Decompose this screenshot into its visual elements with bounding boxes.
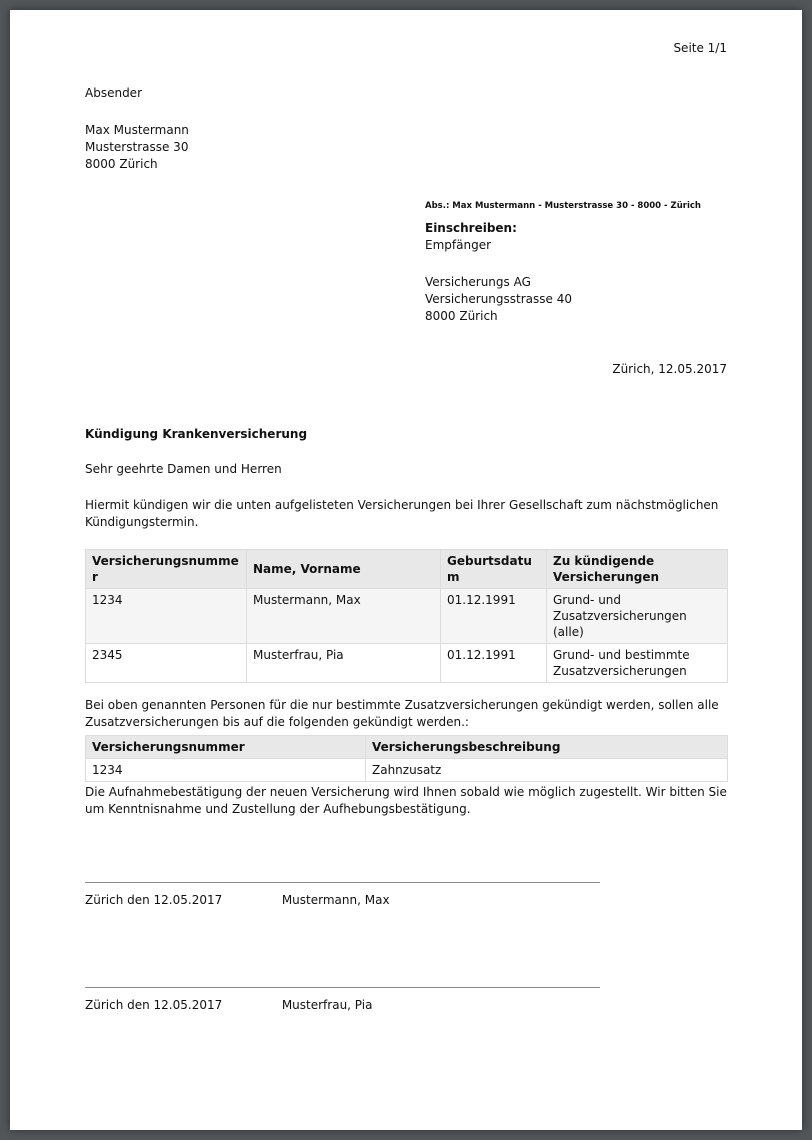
recipient-street: Versicherungsstrasse 40 xyxy=(425,292,572,306)
page-number: Seite 1/1 xyxy=(673,41,727,55)
addressee-label: Empfänger xyxy=(425,238,492,252)
recipient-company: Versicherungs AG xyxy=(425,275,531,289)
salutation: Sehr geehrte Damen und Herren xyxy=(85,462,282,476)
date-line: Zürich, 12.05.2017 xyxy=(612,362,727,376)
sender-city: 8000 Zürich xyxy=(85,157,158,171)
table-cell: 01.12.1991 xyxy=(441,644,547,683)
table-header-row xyxy=(86,736,728,759)
table-row xyxy=(86,589,728,644)
table-cell: 01.12.1991 xyxy=(441,589,547,644)
signature-place-date: Zürich den 12.05.2017 xyxy=(85,998,223,1012)
insurance-table xyxy=(85,549,728,683)
table-header-row xyxy=(86,550,728,589)
table-header-cell: Versicherungsnummer xyxy=(86,736,366,759)
sender-name: Max Mustermann xyxy=(85,123,189,137)
table-header-cell: Geburtsdatum xyxy=(441,550,547,589)
return-address-line: Abs.: Max Mustermann - Musterstrasse 30 - 8000 - Zürich xyxy=(425,201,701,211)
table-cell: Mustermann, Max xyxy=(247,589,441,644)
signature-block xyxy=(85,882,727,909)
table-row xyxy=(86,759,728,782)
recipient-address-block xyxy=(425,201,727,325)
table-cell: Musterfrau, Pia xyxy=(247,644,441,683)
table-row xyxy=(86,644,728,683)
subject-line: Kündigung Krankenversicherung xyxy=(85,427,308,441)
exceptions-table xyxy=(85,735,728,782)
table-cell: Grund- und bestimmte Zusatzversicherungen xyxy=(547,644,728,683)
recipient-city: 8000 Zürich xyxy=(425,309,498,323)
table-header-cell: Versicherungsnummer xyxy=(86,550,247,589)
sender-address-block xyxy=(85,122,727,173)
signature-block xyxy=(85,987,727,1014)
sender-label: Absender xyxy=(85,86,142,100)
table-cell: 1234 xyxy=(86,589,247,644)
table-header-cell: Zu kündigende Versicherungen xyxy=(547,550,728,589)
table-header-cell: Name, Vorname xyxy=(247,550,441,589)
signature-name: Mustermann, Max xyxy=(281,893,390,907)
table-cell: Grund- und Zusatzversicherungen (alle) xyxy=(547,589,728,644)
registered-mail-label: Einschreiben: xyxy=(425,221,517,235)
body-paragraph-exceptions: Bei oben genannten Personen für die nur bestimmte Zusatzversicherungen gekündigt werden, sollen alle Zusatzversicherungen bis auf die folgenden gekündigt werden.: xyxy=(85,698,719,729)
table-cell: 2345 xyxy=(86,644,247,683)
sender-street: Musterstrasse 30 xyxy=(85,140,189,154)
table-header-cell: Versicherungsbeschreibung xyxy=(366,736,728,759)
body-paragraph-intro: Hiermit kündigen wir die unten aufgelisteten Versicherungen bei Ihrer Gesellschaft zum nächstmöglichen Kündigungstermin. xyxy=(85,498,719,529)
table-cell: Zahnzusatz xyxy=(366,759,728,782)
signature-name: Musterfrau, Pia xyxy=(281,998,373,1012)
body-paragraph-closing: Die Aufnahmebestätigung der neuen Versicherung wird Ihnen sobald wie möglich zugestellt. Wir bitten Sie um Kenntnisnahme und Zustellung der Aufhebungsbestätigung. xyxy=(85,785,727,816)
document-page xyxy=(10,10,802,1130)
signature-place-date: Zürich den 12.05.2017 xyxy=(85,893,223,907)
table-cell: 1234 xyxy=(86,759,366,782)
